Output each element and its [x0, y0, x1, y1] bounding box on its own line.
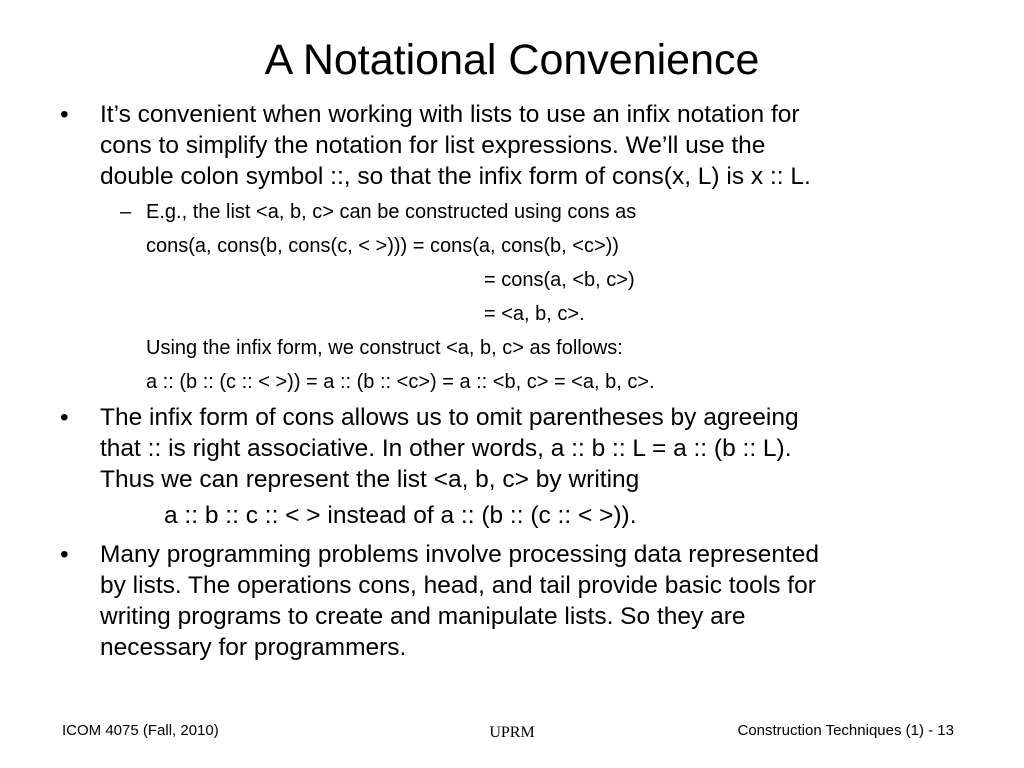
sub-bullet-line-3: = cons(a, <b, c>): [484, 269, 635, 291]
slide-title: A Notational Convenience: [264, 36, 760, 84]
footer-center: UPRM: [489, 724, 535, 741]
sub-bullet-line-1: E.g., the list <a, b, c> can be constructed using cons as: [146, 201, 637, 223]
sub-bullet-line-4: = <a, b, c>.: [484, 303, 585, 325]
sub-bullet-line-2: cons(a, cons(b, cons(c, < >))) = cons(a, cons(b, <c>)): [146, 235, 619, 257]
bullet-3-line-1: Many programming problems involve processing data represented: [100, 541, 820, 568]
footer-right: Construction Techniques (1) - 13: [737, 722, 954, 739]
footer-left: ICOM 4075 (Fall, 2010): [62, 722, 219, 739]
bullet-2-line-4: a :: b :: c :: < > instead of a :: (b :: (c :: < >)).: [164, 502, 637, 529]
bullet-3-line-4: necessary for programmers.: [100, 634, 407, 661]
bullet-2-line-3: Thus we can represent the list <a, b, c> by writing: [100, 466, 640, 493]
bullet-1-line-2: cons to simplify the notation for list expressions. We’ll use the: [100, 132, 766, 159]
bullet-3-line-2: by lists. The operations cons, head, and tail provide basic tools for: [100, 572, 816, 599]
bullet-2-line-1: The infix form of cons allows us to omit parentheses by agreeing: [100, 404, 799, 431]
bullet-1-line-3: double colon symbol ::, so that the infix form of cons(x, L) is x :: L.: [100, 163, 811, 190]
sub-bullet-marker: –: [120, 201, 132, 223]
sub-bullet-line-5: Using the infix form, we construct <a, b, c> as follows:: [146, 337, 623, 359]
bullet-3-line-3: writing programs to create and manipulate lists. So they are: [100, 603, 746, 630]
bullet-1-line-1: It’s convenient when working with lists to use an infix notation for: [100, 101, 800, 128]
bullet-2-line-2: that :: is right associative. In other words, a :: b :: L = a :: (b :: L).: [100, 435, 792, 462]
bullet-marker: •: [60, 541, 69, 568]
bullet-marker: •: [60, 404, 69, 431]
sub-bullet-line-6: a :: (b :: (c :: < >)) = a :: (b :: <c>) = a :: <b, c> = <a, b, c>.: [146, 371, 655, 393]
bullet-marker: •: [60, 101, 69, 128]
